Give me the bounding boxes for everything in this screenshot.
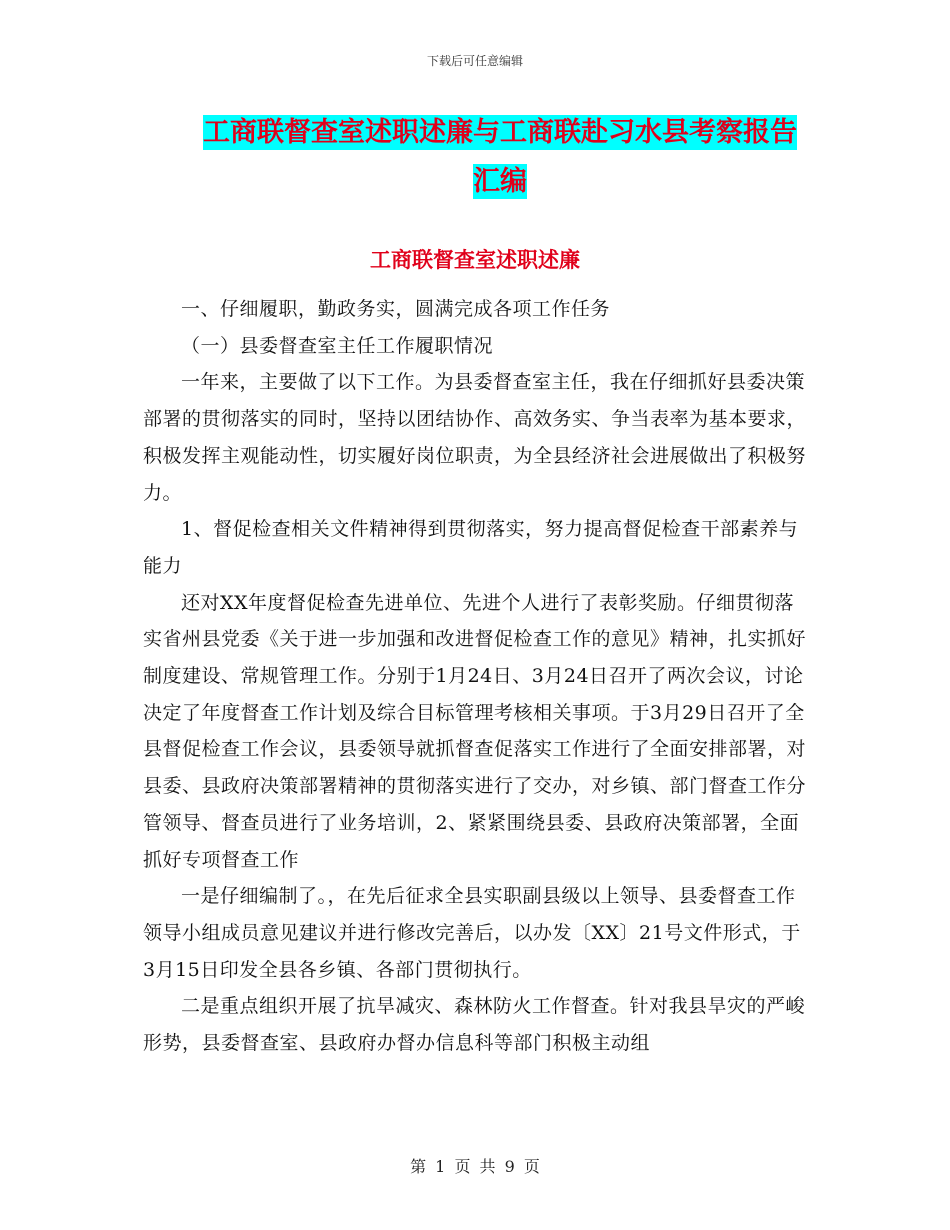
paragraph: 一年来，主要做了以下工作。为县委督查室主任，我在仔细抓好县委决策部署的贯彻落实的同时，坚持以团结协作、高效务实、争当表率为基本要求，积极发挥主观能动性，切实履好岗位职责，为全县经济社会进展做出了积极努力。 <box>143 371 807 504</box>
paragraph: 还对XX年度督促检查先进单位、先进个人进行了表彰奖励。仔细贯彻落实省州县党委《关于进一步加强和改进督促检查工作的意见》精神，扎实抓好制度建设、常规管理工作。分别于1月24日、3月24日召开了两次会议，讨论决定了年度督查工作计划及综合目标管理考核相关事项。于3月29日召开了全县督促检查工作会议，县委领导就抓督查促落实工作进行了全面安排部署，对县委、县政府决策部署精神的贯彻落实进行了交办，对乡镇、部门督查工作分管领导、督查员进行了业务培训，2、紧紧围绕县委、县政府决策部署，全面抓好专项督查工作 <box>143 591 807 871</box>
paragraph: 一、仔细履职，勤政务实，圆满完成各项工作任务 <box>181 298 611 320</box>
paragraph: （一）县委督查室主任工作履职情况 <box>181 334 494 357</box>
page-header-note: 下载后可任意编辑 <box>426 54 523 68</box>
page-number: 第 1 页 共 9 页 <box>410 1157 540 1176</box>
document-title-text: 工商联督查室述职述廉与工商联赴习水县考察报告汇编 <box>203 117 797 197</box>
section-title: 工商联督查室述职述廉 <box>370 248 580 272</box>
paragraph: 1、督促检查相关文件精神得到贯彻落实，努力提高督促检查干部素养与能力 <box>143 518 799 577</box>
document-title <box>190 108 810 206</box>
paragraph: 一是仔细编制了。，在先后征求全县实职副县级以上领导、县委督查工作领导小组成员意见建议并进行修改完善后，以办发〔XX〕21号文件形式，于3月15日印发全县各乡镇、各部门贯彻执行。 <box>143 885 801 981</box>
paragraph: 二是重点组织开展了抗旱减灾、森林防火工作督查。针对我县旱灾的严峻形势，县委督查室、县政府办督办信息科等部门积极主动组 <box>143 995 806 1055</box>
document-body <box>143 291 810 1062</box>
